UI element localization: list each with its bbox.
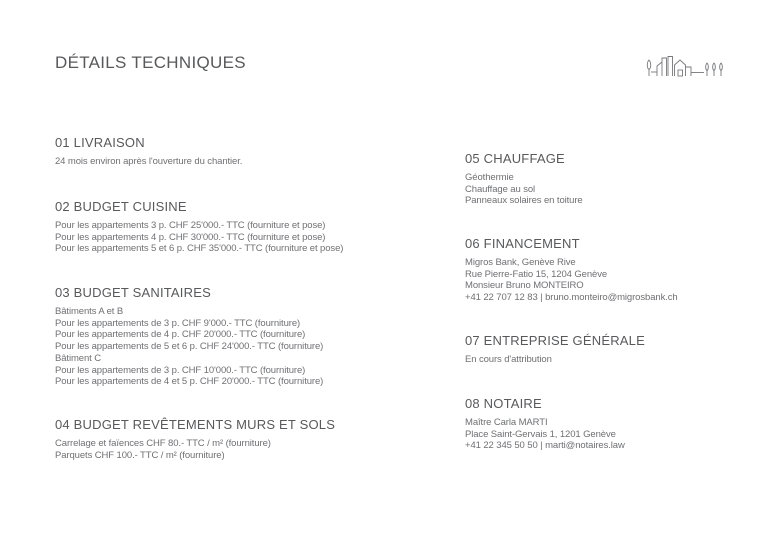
section-line: Parquets CHF 100.- TTC / m² (fourniture): [55, 449, 225, 461]
section-heading: 05 CHAUFFAGE: [465, 151, 565, 166]
section-line: Migros Bank, Genève Rive: [465, 257, 576, 268]
section-line: Pour les appartements 5 et 6 p. CHF 35'000.- TTC (fourniture et pose): [55, 243, 344, 255]
section-line: Pour les appartements de 5 et 6 p. CHF 24'000.- TTC (fourniture): [55, 341, 324, 353]
section-line: Carrelage et faïences CHF 80.- TTC / m² (fourniture): [55, 438, 271, 449]
section-heading: 04 BUDGET REVÊTEMENTS MURS ET SOLS: [55, 417, 336, 432]
section-line: Panneaux solaires en toiture: [465, 195, 583, 207]
section-line: Pour les appartements de 4 p. CHF 20'000.- TTC (fourniture): [55, 329, 306, 341]
section-line: En cours d'attribution: [465, 354, 552, 365]
page-title: DÉTAILS TECHNIQUES: [55, 53, 246, 72]
section-line: Bâtiments A et B: [55, 306, 124, 317]
section-heading: 01 LIVRAISON: [55, 135, 145, 150]
section-heading: 08 NOTAIRE: [465, 396, 542, 411]
section-line: Pour les appartements de 4 et 5 p. CHF 20'000.- TTC (fourniture): [55, 376, 324, 388]
section-heading: 02 BUDGET CUISINE: [55, 199, 187, 214]
section-line: Pour les appartements de 3 p. CHF 9'000.- TTC (fourniture): [55, 317, 301, 329]
section-line: Rue Pierre-Fatio 15, 1204 Genève: [465, 268, 608, 280]
section-line: Maître Carla MARTI: [465, 417, 548, 428]
section-heading: 07 ENTREPRISE GÉNÉRALE: [465, 333, 645, 348]
section-line: Pour les appartements 3 p. CHF 25'000.- TTC (fourniture et pose): [55, 220, 326, 231]
section-03-budget-sanitaires: [55, 286, 475, 388]
section-02-budget-cuisine: [55, 200, 475, 255]
section-05-chauffage: [465, 152, 760, 207]
section-heading: 06 FINANCEMENT: [465, 236, 580, 251]
section-06-financement: [465, 237, 760, 304]
section-line: +41 22 345 50 50 | marti@notaires.law: [465, 440, 625, 452]
section-04-budget-revetements: [55, 418, 475, 461]
section-07-entreprise-generale: [465, 334, 760, 366]
section-heading: 03 BUDGET SANITAIRES: [55, 285, 211, 300]
section-line: Place Saint-Gervais 1, 1201 Genève: [465, 428, 616, 440]
section-line: Géothermie: [465, 172, 514, 183]
section-08-notaire: [465, 397, 760, 452]
section-line: Pour les appartements de 3 p. CHF 10'000.- TTC (fourniture): [55, 364, 306, 376]
section-line: Chauffage au sol: [465, 183, 536, 195]
section-line: Monsieur Bruno MONTEIRO: [465, 280, 584, 292]
section-line: 24 mois environ après l'ouverture du chantier.: [55, 156, 243, 167]
section-line: Bâtiment C: [55, 352, 101, 364]
section-01-livraison: [55, 136, 475, 168]
section-line: +41 22 707 12 83 | bruno.monteiro@migrosbank.ch: [465, 292, 678, 304]
section-line: Pour les appartements 4 p. CHF 30'000.- TTC (fourniture et pose): [55, 231, 326, 243]
buildings-trees-logo-icon: [645, 52, 729, 79]
